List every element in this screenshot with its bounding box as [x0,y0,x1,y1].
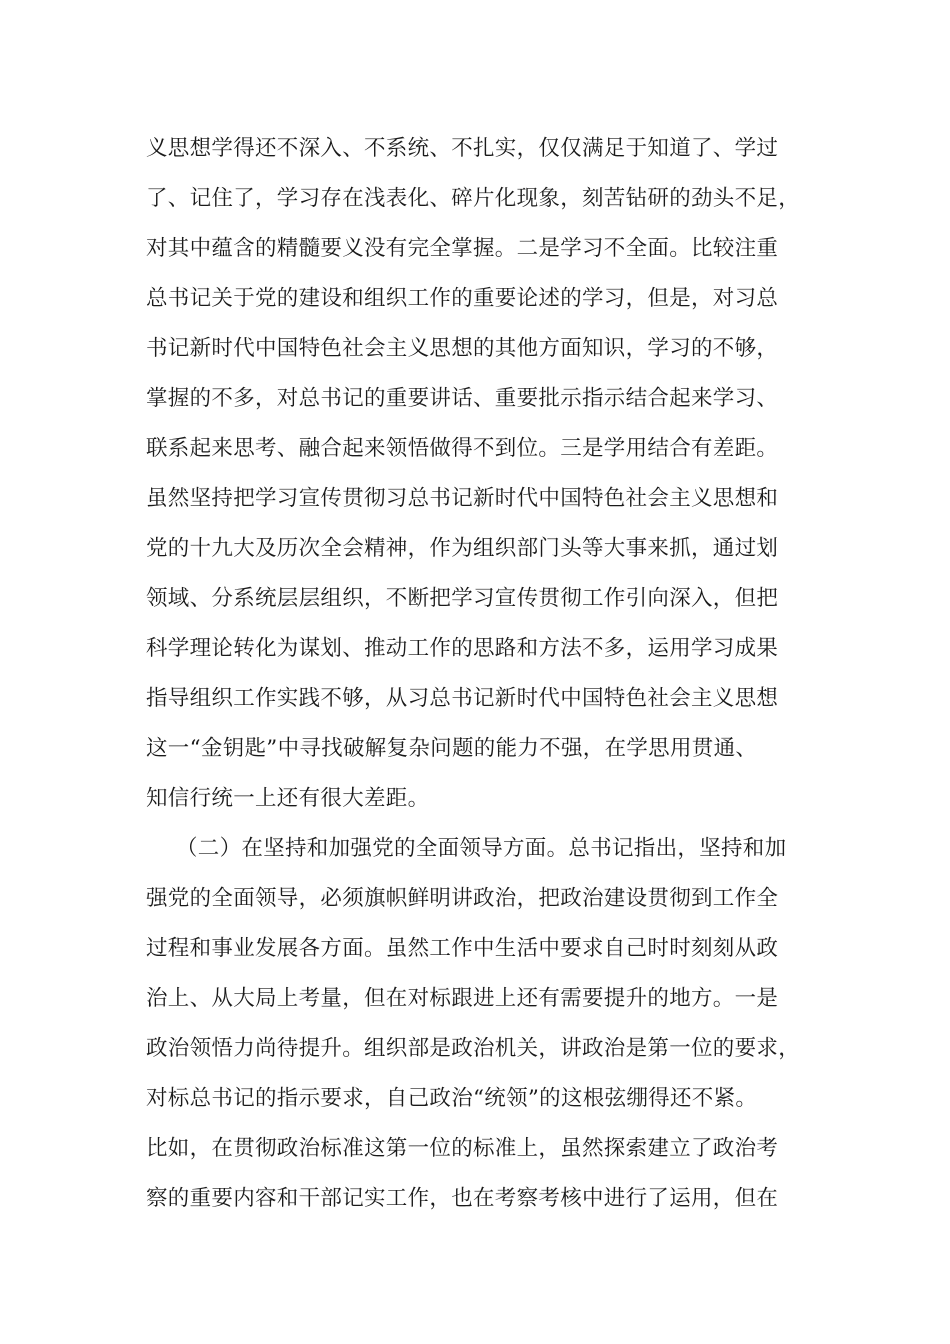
text-line: 指导组织工作实践不够，从习总书记新时代中国特色社会主义思想 [146,686,779,711]
text-line: 这一“金钥匙”中寻找破解复杂问题的能力不强，在学思用贯通、 [146,736,758,761]
text-line: 知信行统一上还有很大差距。 [146,786,430,811]
paragraph-heading-line: （二）在坚持和加强党的全面领导方面。总书记指出，坚持和加 [176,836,787,861]
text-line: 了、记住了，学习存在浅表化、碎片化现象，刻苦钻研的劲头不足， [146,186,801,211]
text-line: 比如，在贯彻政治标准这第一位的标准上，虽然探索建立了政治考 [146,1136,779,1161]
body-text [146,124,826,1224]
text-line: 掌握的不多，对总书记的重要讲话、重要批示指示结合起来学习、 [146,386,779,411]
text-line: 联系起来思考、融合起来领悟做得不到位。三是学用结合有差距。 [146,436,779,461]
text-line: 义思想学得还不深入、不系统、不扎实，仅仅满足于知道了、学过 [146,136,779,161]
text-line: 科学理论转化为谋划、推动工作的思路和方法不多，运用学习成果 [146,636,779,661]
text-line: 领域、分系统层层组织，不断把学习宣传贯彻工作引向深入，但把 [146,586,779,611]
text-line: 总书记关于党的建设和组织工作的重要论述的学习，但是，对习总 [146,286,779,311]
text-line: 对其中蕴含的精髓要义没有完全掌握。二是学习不全面。比较注重 [146,236,779,261]
text-line: 察的重要内容和干部记实工作，也在考察考核中进行了运用，但在 [146,1186,779,1211]
text-line: 虽然坚持把学习宣传贯彻习总书记新时代中国特色社会主义思想和 [146,486,779,511]
text-line: 书记新时代中国特色社会主义思想的其他方面知识，学习的不够， [146,336,779,361]
text-line: 强党的全面领导，必须旗帜鲜明讲政治，把政治建设贯彻到工作全 [146,886,779,911]
text-line: 政治领悟力尚待提升。组织部是政治机关，讲政治是第一位的要求， [146,1036,801,1061]
text-line: 党的十九大及历次全会精神，作为组织部门头等大事来抓，通过划 [146,536,779,561]
text-line: 对标总书记的指示要求，自己政治“统领”的这根弦绷得还不紧。 [146,1086,758,1111]
text-line: 治上、从大局上考量，但在对标跟进上还有需要提升的地方。一是 [146,986,779,1011]
text-line: 过程和事业发展各方面。虽然工作中生活中要求自己时时刻刻从政 [146,936,779,961]
